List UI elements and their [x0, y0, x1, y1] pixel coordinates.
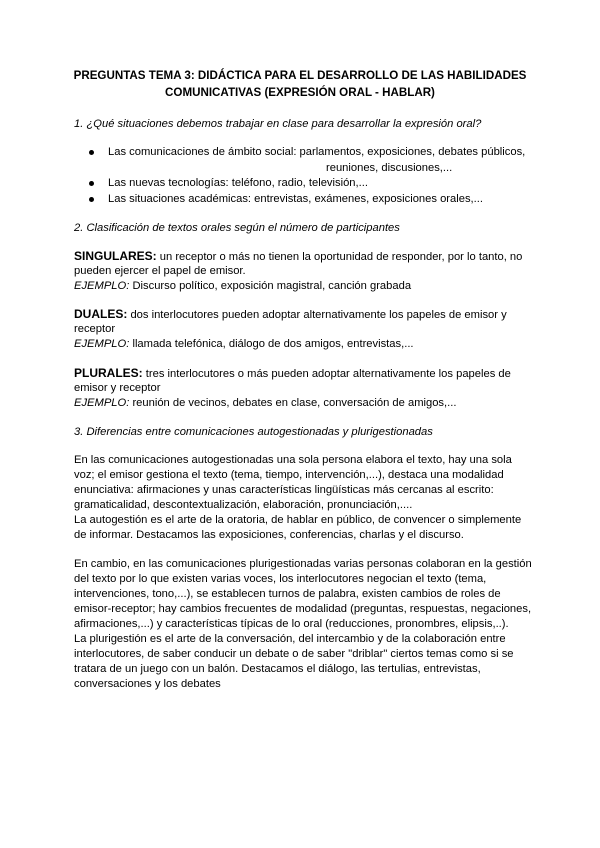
example-text: reunión de vecinos, debates en clase, conversación de amigos,...: [129, 397, 457, 409]
bullet-3: Las situaciones académicas: entrevistas, exámenes, exposiciones orales,...: [108, 193, 483, 205]
duales-line-2: receptor: [74, 323, 116, 335]
para1-line: de informar. Destacamos las exposiciones, conferencias, charlas y el discurso.: [74, 529, 464, 541]
example-label: EJEMPLO:: [74, 338, 130, 350]
question-2: 2. Clasificación de textos orales según el número de participantes: [74, 222, 400, 234]
para2-line: del texto por lo que existen varias voces, los interlocutores negocian el texto (tema,: [74, 573, 487, 585]
para2-line: emisor-receptor; hay cambios frecuentes de modalidad (preguntas, respuestas, negaciones,: [74, 603, 532, 615]
para1-line: voz; el emisor gestiona el texto (tema, tiempo, intervención,...), destaca una modalidad: [74, 469, 504, 481]
bullet-2: Las nuevas tecnologías: teléfono, radio, televisión,...: [108, 177, 368, 189]
para1-line: En las comunicaciones autogestionadas una sola persona elabora el texto, hay una sola: [74, 454, 512, 466]
plurales-line-2: emisor y receptor: [74, 382, 161, 394]
title-line-2: COMUNICATIVAS (EXPRESIÓN ORAL - HABLAR): [165, 86, 435, 99]
para2-line: La plurigestión es el arte de la conversación, del intercambio y de la colaboración entre: [74, 633, 506, 645]
duales-line-1: [74, 307, 507, 322]
example-label: EJEMPLO:: [74, 280, 130, 292]
singulares-line-1: [74, 249, 522, 264]
singulares-example: [74, 279, 411, 293]
plurales-term: PLURALES:: [74, 366, 143, 380]
example-text: Discurso político, exposición magistral, canción grabada: [129, 280, 412, 292]
title-line-1: PREGUNTAS TEMA 3: DIDÁCTICA PARA EL DESARROLLO DE LAS HABILIDADES: [73, 69, 527, 82]
bullet-icon: [89, 150, 94, 155]
para2-line: intervenciones, tono,...), se establecen turnos de palabra, existen cambios de roles de: [74, 588, 501, 600]
para2-line: En cambio, en las comunicaciones plurigestionadas varias personas colaboran en la gestión: [74, 558, 532, 570]
example-label: EJEMPLO:: [74, 397, 130, 409]
example-text: llamada telefónica, diálogo de dos amigos, entrevistas,...: [129, 338, 414, 350]
singulares-line-2: pueden ejercer el papel de emisor.: [74, 265, 246, 277]
duales-example: [74, 337, 414, 351]
bullet-1-line-2: reuniones, discusiones,...: [326, 162, 453, 174]
para2-line: tratara de un juego con un balón. Destacamos el diálogo, las tertulias, entrevistas,: [74, 663, 481, 675]
para1-line: enunciativa: afirmaciones y unas características lingüísticas más cercanas al escrito:: [74, 484, 494, 496]
question-3: 3. Diferencias entre comunicaciones autogestionadas y plurigestionadas: [74, 426, 433, 438]
para1-line: La autogestión es el arte de la oratoria, de hablar en público, de convencer o simplemente: [74, 514, 522, 526]
plurales-def: tres interlocutores o más pueden adoptar alternativamente los papeles de: [142, 368, 511, 380]
para1-line: gramaticalidad, descontextualización, elaboración, pronunciación,....: [74, 499, 413, 511]
bullet-icon: [89, 181, 94, 186]
plurales-example: [74, 396, 456, 410]
duales-def: dos interlocutores pueden adoptar alternativamente los papeles de emisor y: [127, 309, 507, 321]
question-1: 1. ¿Qué situaciones debemos trabajar en clase para desarrollar la expresión oral?: [74, 118, 482, 130]
singulares-def: un receptor o más no tienen la oportunidad de responder, por lo tanto, no: [156, 251, 523, 263]
para2-line: interlocutores, de saber conducir un debate o de saber "driblar" ciertos temas como si se: [74, 648, 514, 660]
singulares-term: SINGULARES:: [74, 249, 157, 263]
duales-term: DUALES:: [74, 307, 128, 321]
bullet-icon: [89, 197, 94, 202]
para2-line: conversaciones y los debates: [74, 678, 221, 690]
para2-line: afirmaciones,...) y características típicas de lo oral (reducciones, pronombres, elipsis,..).: [74, 618, 509, 630]
bullet-1-line-1: Las comunicaciones de ámbito social: parlamentos, exposiciones, debates públicos,: [108, 146, 526, 158]
plurales-line-1: [74, 366, 511, 381]
